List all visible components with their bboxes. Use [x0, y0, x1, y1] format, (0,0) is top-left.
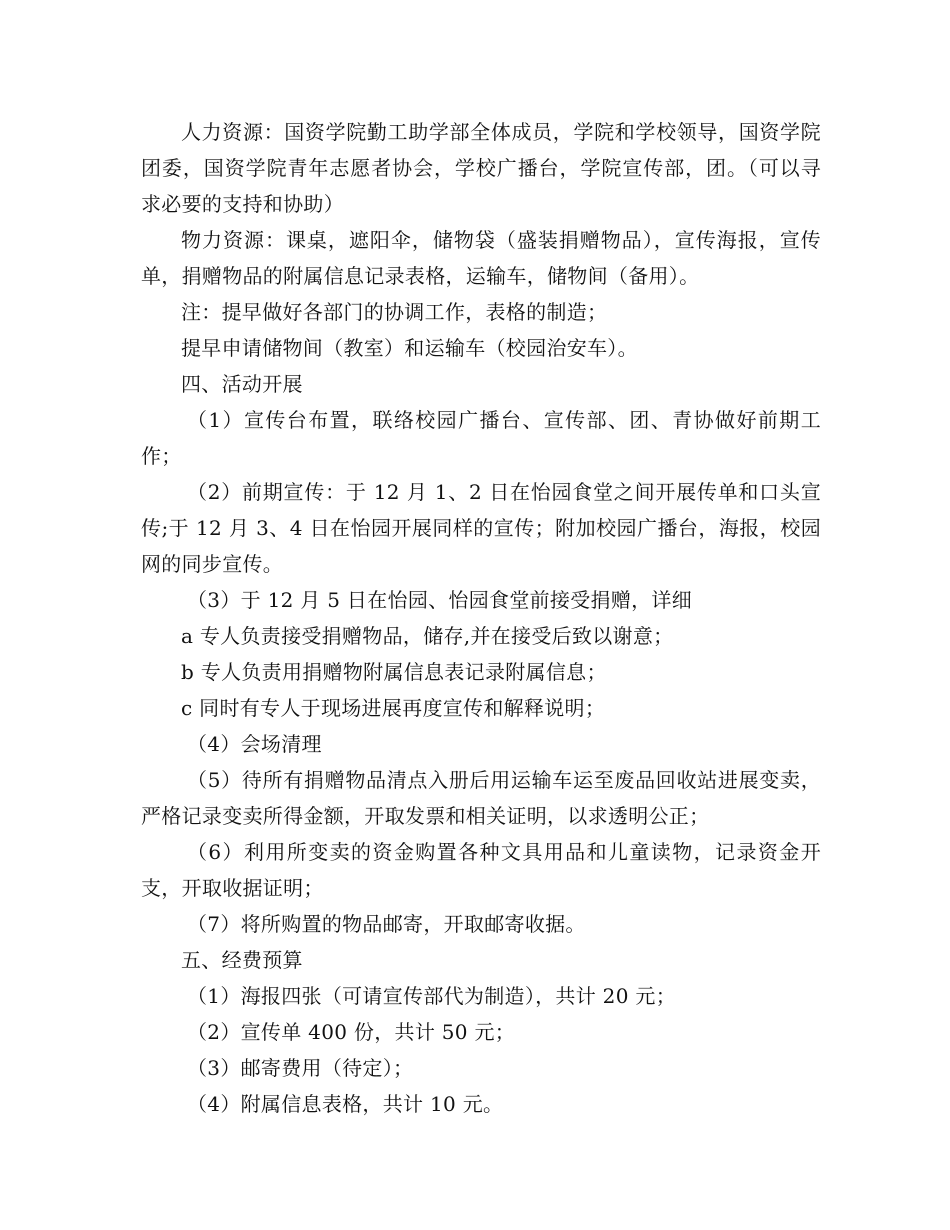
section-heading-budget: 五、经费预算	[181, 948, 303, 972]
note-application-line: 提早申请储物间（教室）和运输车（校园治安车）。	[181, 336, 638, 360]
activity-item-5: （5）待所有捐赠物品清点入册后用运输车运至废品回收站进展变卖，严格记录变卖所得金额，开取发票和相关证明，以求透明公正；	[141, 768, 821, 828]
human-resources-paragraph: 人力资源：国资学院勤工助学部全体成员，学院和学校领导，国资学院团委，国资学院青年志愿者协会，学校广播台，学院宣传部，团。（可以寻求必要的支持和协助）	[141, 120, 821, 216]
activity-item-2: （2）前期宣传：于 12 月 1、2 日在怡园食堂之间开展传单和口头宣传;于 12 月 3、4 日在怡园开展同样的宣传；附加校园广播台，海报，校园网的同步宣传。	[141, 480, 821, 576]
activity-item-4: （4）会场清理	[187, 732, 322, 756]
activity-item-7: （7）将所购置的物品邮寄，开取邮寄收据。	[187, 912, 586, 936]
activity-subitem-a: a 专人负责接受捐赠物品，储存,并在接受后致以谢意；	[181, 624, 674, 648]
section-heading-activities: 四、活动开展	[181, 372, 303, 396]
budget-item-1: （1）海报四张（可请宣传部代为制造），共计 20 元；	[187, 984, 676, 1008]
activity-subitem-c: c 同时有专人于现场进展再度宣传和解释说明；	[181, 696, 606, 720]
material-resources-paragraph: 物力资源：课桌，遮阳伞，储物袋（盛装捐赠物品），宣传海报，宣传单，捐赠物品的附属信息记录表格，运输车，储物间（备用）。	[141, 228, 821, 288]
activity-item-6: （6）利用所变卖的资金购置各种文具用品和儿童读物，记录资金开支，开取收据证明；	[141, 840, 821, 900]
budget-item-3: （3）邮寄费用（待定）；	[187, 1056, 414, 1080]
document-body	[141, 114, 821, 1122]
activity-subitem-b: b 专人负责用捐赠物附属信息表记录附属信息；	[181, 660, 607, 684]
budget-item-2: （2）宣传单 400 份，共计 50 元；	[187, 1020, 516, 1044]
note-coordination-line: 注：提早做好各部门的协调工作，表格的制造；	[181, 300, 608, 324]
activity-item-3: （3）于 12 月 5 日在怡园、怡园食堂前接受捐赠，详细	[187, 588, 693, 612]
activity-item-1: （1）宣传台布置，联络校园广播台、宣传部、团、青协做好前期工作；	[141, 408, 821, 468]
budget-item-4: （4）附属信息表格，共计 10 元。	[187, 1092, 504, 1116]
